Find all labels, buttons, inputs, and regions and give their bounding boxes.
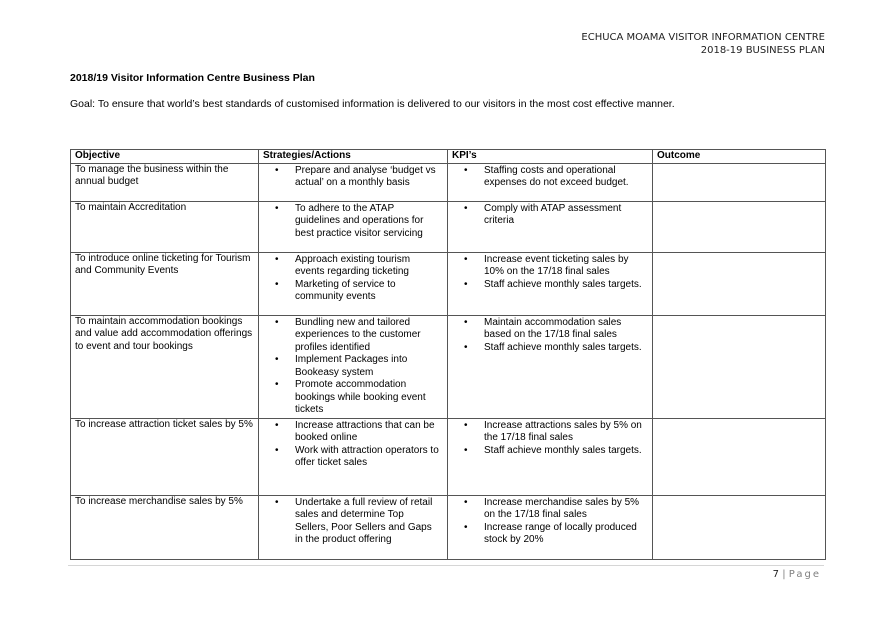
- document-title: 2018/19 Visitor Information Centre Business Plan: [70, 72, 315, 84]
- kpi-item: • Maintain accommodation sales based on the 17/18 final sales: [452, 317, 648, 342]
- outcome-cell: [653, 252, 826, 315]
- page-header: [581, 31, 825, 57]
- strategy-item: • Undertake a full review of retail sales and determine Top Sellers, Poor Sellers and Gaps in the product offering: [263, 497, 443, 547]
- strategies-cell: [259, 252, 448, 315]
- outcome-cell: [653, 315, 826, 418]
- table-row: [71, 201, 826, 252]
- outcome-cell: [653, 418, 826, 495]
- strategy-item: • Promote accommodation bookings while booking event tickets: [263, 379, 443, 417]
- strategies-cell: [259, 163, 448, 201]
- strategy-item: • Prepare and analyse ‘budget vs actual’ on a monthly basis: [263, 165, 443, 190]
- kpi-item: • Increase attractions sales by 5% on the 17/18 final sales: [452, 420, 648, 445]
- kpi-item: • Staffing costs and operational expenses do not exceed budget.: [452, 165, 648, 190]
- header-plan-name: 2018-19 BUSINESS PLAN: [700, 45, 825, 56]
- kpis-cell: [448, 252, 653, 315]
- column-header-objective: Objective: [71, 150, 259, 164]
- objective-cell: To increase attraction ticket sales by 5%: [71, 418, 259, 495]
- page-separator: |: [782, 569, 786, 580]
- kpi-item: • Increase range of locally produced stock by 20%: [452, 522, 648, 547]
- outcome-cell: [653, 201, 826, 252]
- kpis-cell: [448, 315, 653, 418]
- goal-statement: Goal: To ensure that world’s best standards of customised information is delivered to our visitors in the most cost effective manner.: [70, 98, 675, 110]
- column-header-outcome: Outcome: [653, 150, 826, 164]
- strategy-item: • Work with attraction operators to offer ticket sales: [263, 445, 443, 470]
- table-row: [71, 495, 826, 559]
- outcome-cell: [653, 495, 826, 559]
- header-org-name: ECHUCA MOAMA VISITOR INFORMATION CENTRE: [581, 32, 825, 43]
- table-row: [71, 315, 826, 418]
- footer-divider: [68, 565, 824, 566]
- objective-cell: To manage the business within the annual budget: [71, 163, 259, 201]
- page-footer: [773, 569, 821, 580]
- strategy-item: • Marketing of service to community events: [263, 279, 443, 304]
- kpi-item: • Staff achieve monthly sales targets.: [452, 445, 648, 458]
- table-row: [71, 418, 826, 495]
- page-label: Page: [788, 569, 821, 580]
- column-header-kpis: KPI’s: [448, 150, 653, 164]
- strategies-cell: [259, 201, 448, 252]
- strategies-cell: [259, 315, 448, 418]
- kpi-item: • Staff achieve monthly sales targets.: [452, 342, 648, 355]
- kpi-item: • Increase merchandise sales by 5% on the 17/18 final sales: [452, 497, 648, 522]
- kpi-item: • Increase event ticketing sales by 10% on the 17/18 final sales: [452, 254, 648, 279]
- strategy-item: • Implement Packages into Bookeasy system: [263, 354, 443, 379]
- kpi-item: • Comply with ATAP assessment criteria: [452, 203, 648, 228]
- table-header-row: [71, 150, 826, 164]
- kpis-cell: [448, 495, 653, 559]
- strategies-cell: [259, 495, 448, 559]
- business-plan-table: [70, 149, 826, 560]
- objective-cell: To maintain Accreditation: [71, 201, 259, 252]
- strategies-cell: [259, 418, 448, 495]
- outcome-cell: [653, 163, 826, 201]
- strategy-item: • To adhere to the ATAP guidelines and operations for best practice visitor servicing: [263, 203, 443, 241]
- column-header-strategies: Strategies/Actions: [259, 150, 448, 164]
- strategy-item: • Bundling new and tailored experiences to the customer profiles identified: [263, 317, 443, 355]
- table-row: [71, 252, 826, 315]
- objective-cell: To introduce online ticketing for Tourism and Community Events: [71, 252, 259, 315]
- strategy-item: • Increase attractions that can be booked online: [263, 420, 443, 445]
- objective-cell: To maintain accommodation bookings and value add accommodation offerings to event and tour bookings: [71, 315, 259, 418]
- kpis-cell: [448, 163, 653, 201]
- strategy-item: • Approach existing tourism events regarding ticketing: [263, 254, 443, 279]
- kpis-cell: [448, 201, 653, 252]
- objective-cell: To increase merchandise sales by 5%: [71, 495, 259, 559]
- table-row: [71, 163, 826, 201]
- kpis-cell: [448, 418, 653, 495]
- kpi-item: • Staff achieve monthly sales targets.: [452, 279, 648, 292]
- page-number: 7: [772, 569, 780, 580]
